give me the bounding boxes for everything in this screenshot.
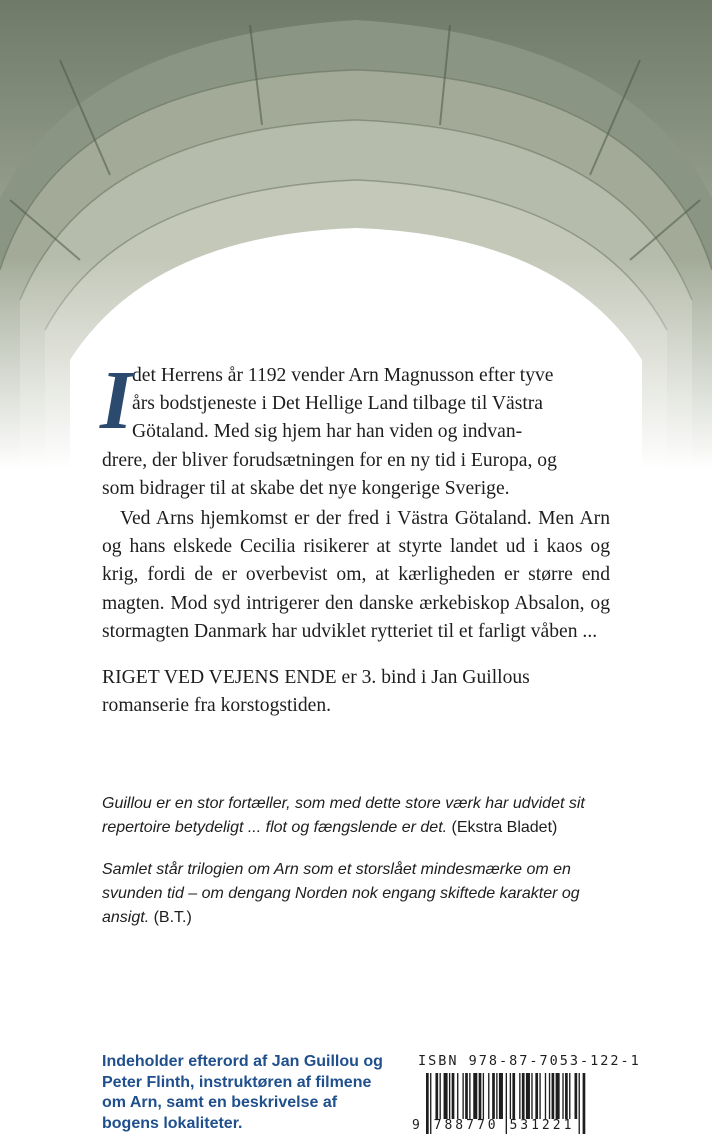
quote-source: (Ekstra Bladet) — [447, 819, 558, 836]
review-quote — [102, 858, 622, 930]
barcode-bar — [556, 1073, 560, 1119]
barcode-bar — [583, 1073, 586, 1134]
quote-text: Samlet står trilogien om Arn som et storslået mindesmærke om en svunden tid – om dengang Norden nok engang skiftede karakter og ansigt. — [102, 861, 580, 926]
barcode-bar — [496, 1073, 497, 1119]
barcode-bar — [510, 1073, 511, 1119]
barcode-bar — [569, 1073, 570, 1119]
barcode-bar — [575, 1073, 578, 1119]
barcode-bar — [449, 1073, 450, 1119]
barcode-bar — [488, 1073, 489, 1119]
drop-cap: I — [100, 354, 133, 447]
blurb-text — [100, 354, 610, 720]
barcode-bar — [579, 1073, 580, 1134]
series-title: RIGET VED VEJENS ENDE — [102, 667, 337, 689]
blurb-line: det Herrens år 1192 vender Arn Magnusson efter tyve — [132, 365, 554, 386]
barcode-bar — [552, 1073, 555, 1119]
barcode-bar — [519, 1073, 520, 1119]
barcode-bar — [469, 1073, 470, 1119]
isbn-label: ISBN 978-87-7053-122-1 — [418, 1053, 641, 1069]
quote-source: (B.T.) — [149, 909, 192, 926]
quote-text: Guillou er en stor fortæller, som med dette store værk har udvidet sit repertoire betydeligt ... flot og fængslende er det. — [102, 795, 585, 836]
barcode-bar — [483, 1073, 484, 1119]
barcode-digits: 9 788770 531221 — [412, 1118, 575, 1133]
barcode-bar — [440, 1073, 441, 1119]
barcode-bar — [479, 1073, 482, 1119]
barcode-bar — [549, 1073, 550, 1119]
barcode-bar — [473, 1073, 477, 1119]
barcode-bar — [526, 1073, 530, 1119]
review-quote — [102, 792, 622, 840]
barcode-bar — [499, 1073, 503, 1119]
blurb-line: års bodstjeneste i Det Hellige Land tilbage til Västra — [132, 393, 543, 415]
barcode-bar — [565, 1073, 568, 1119]
barcode-bar — [492, 1073, 495, 1119]
barcode-bar — [452, 1073, 455, 1119]
barcode-bar — [512, 1073, 515, 1119]
blurb-line: drere, der bliver forudsætningen for en ny tid i Europa, og — [102, 449, 557, 471]
barcode-bar — [462, 1073, 463, 1119]
review-quotes — [102, 792, 622, 948]
blurb-line: som bidrager til at skabe det nye kongerige Sverige. — [102, 477, 510, 499]
blurb-paragraph-1 — [100, 354, 610, 503]
blurb-line: Götaland. Med sig hjem har han viden og indvan- — [132, 421, 523, 443]
barcode-bar — [444, 1073, 448, 1119]
barcode-bar — [522, 1073, 525, 1119]
barcode-bar — [465, 1073, 468, 1119]
barcode-bar — [435, 1073, 438, 1119]
barcode-bar — [535, 1073, 538, 1119]
afterword-note: Indeholder efterord af Jan Guillou og Peter Flinth, instruktøren af filmene om Arn, samt en beskrivelse af bogens lokaliteter. — [102, 1053, 383, 1132]
barcode-bar — [545, 1073, 546, 1119]
barcode-bar — [539, 1073, 540, 1119]
series-note — [102, 664, 610, 720]
barcode-bar — [562, 1073, 563, 1119]
barcode-bar — [457, 1073, 458, 1119]
isbn-barcode — [412, 1053, 712, 1134]
series-text: er 3. bind i Jan Guillous romanserie fra korstogstiden. — [102, 667, 530, 717]
blurb-paragraph-2: Ved Arns hjemkomst er der fred i Västra Götaland. Men Arn og hans elskede Cecilia risikerer at styrte landet ud i kaos og krig, fordi de er overbevist om, at kærligheden er større end magten. Mod syd intrigerer den danske ærkebiskop Absalon, og stormagten Danmark har udviklet rytteriet til et farligt våben ... — [102, 508, 610, 642]
barcode-bar — [531, 1073, 532, 1119]
